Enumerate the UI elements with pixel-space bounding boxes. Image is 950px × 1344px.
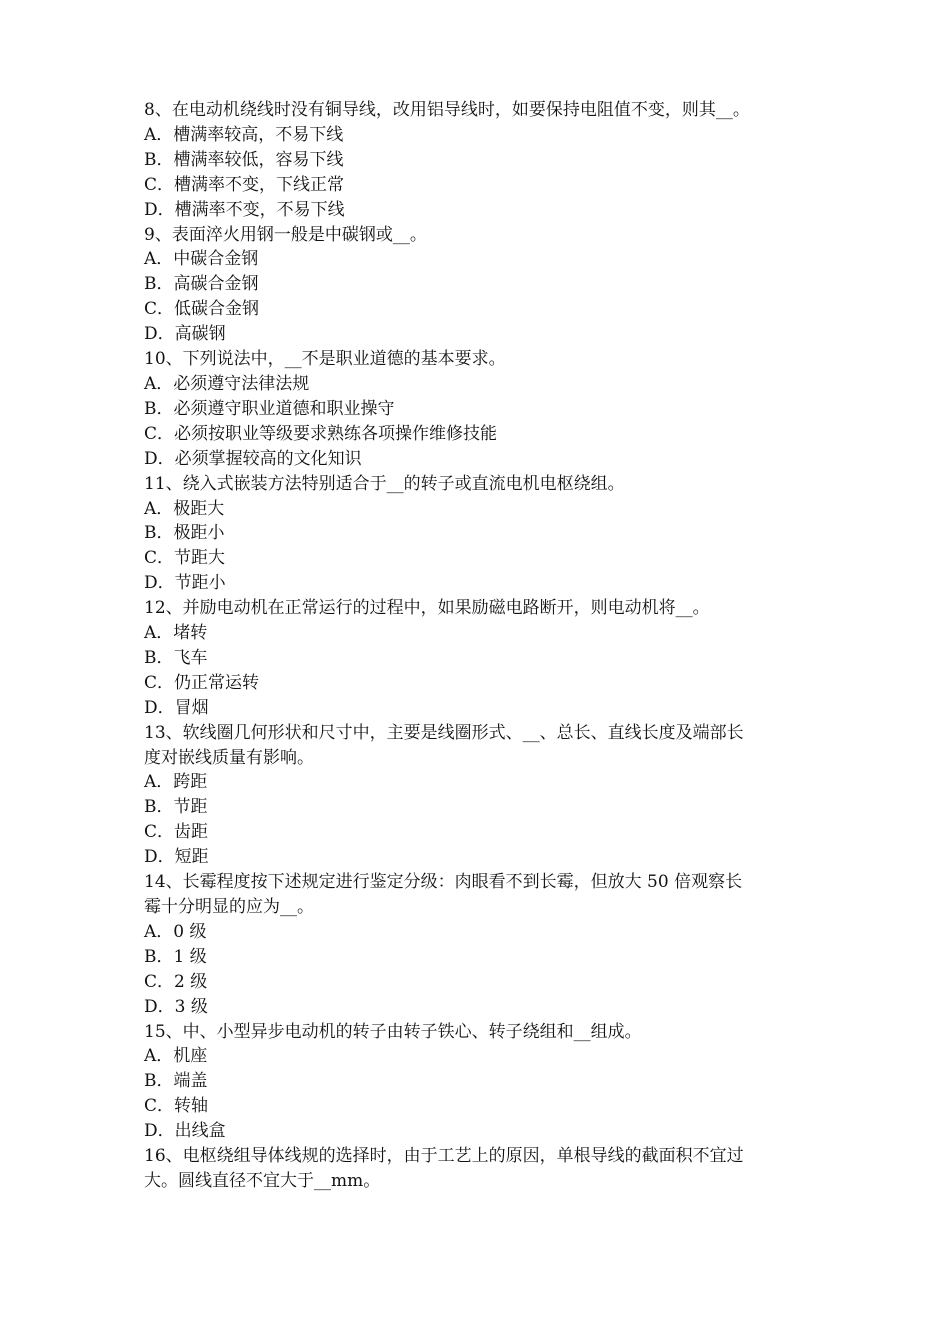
option-c: C．仍正常运转 (144, 672, 260, 693)
option-c: C．低碳合金钢 (144, 299, 260, 320)
question-stem: 9、表面淬火用钢一般是中碳钢或__。 (144, 224, 427, 245)
option-a: A．必须遵守法律法规 (144, 373, 310, 394)
question-15 (144, 1020, 816, 1145)
question-14 (144, 870, 816, 1019)
question-stem-line-1: 16、电枢绕组导体线规的选择时，由于工艺上的原因，单根导线的截面积不宜过 (144, 1146, 744, 1167)
option-a: A．跨距 (144, 772, 208, 793)
question-stem-line-2: 霉十分明显的应为__。 (144, 897, 314, 917)
question-stem: 10、下列说法中，__不是职业道德的基本要求。 (144, 349, 506, 370)
option-b: B．节距 (144, 797, 208, 818)
option-a: A．堵转 (144, 623, 208, 644)
option-b: B．飞车 (144, 647, 208, 668)
option-d: D．高碳钢 (144, 324, 226, 345)
option-d: D．出线盒 (144, 1121, 226, 1142)
option-c: C．齿距 (144, 822, 209, 843)
question-12 (144, 596, 816, 721)
option-a: A．机座 (144, 1046, 208, 1067)
option-d: D．节距小 (144, 573, 226, 594)
option-b: B．高碳合金钢 (144, 274, 259, 295)
question-stem-line-2: 度对嵌线质量有影响。 (144, 747, 314, 768)
question-stem: 8、在电动机绕线时没有铜导线，改用铝导线时，如要保持电阻值不变，则其__。 (144, 100, 750, 120)
option-c: C．节距大 (144, 548, 226, 569)
option-b: B．端盖 (144, 1071, 208, 1092)
question-stem-line-1: 13、软线圈几何形状和尺寸中，主要是线圈形式、__、总长、直线长度及端部长 (144, 722, 744, 743)
option-d: D．槽满率不变，不易下线 (144, 199, 345, 220)
question-11 (144, 472, 816, 597)
option-b: B．极距小 (144, 523, 225, 544)
option-c: C．转轴 (144, 1096, 209, 1117)
question-9 (144, 223, 816, 348)
option-c: C．必须按职业等级要求熟练各项操作维修技能 (144, 423, 498, 444)
question-stem-line-2: 大。圆线直径不宜大于__mm。 (144, 1170, 381, 1191)
option-c: C．槽满率不变，下线正常 (144, 174, 345, 195)
question-8 (144, 98, 816, 223)
option-a: A．0 级 (144, 921, 207, 942)
option-b: B．1 级 (144, 946, 207, 967)
question-stem: 11、绕入式嵌装方法特别适合于__的转子或直流电机电枢绕组。 (144, 473, 625, 494)
question-stem: 15、中、小型异步电动机的转子由转子铁心、转子绕组和__组成。 (144, 1021, 642, 1042)
option-d: D．冒烟 (144, 697, 209, 718)
question-list (144, 98, 816, 1194)
option-b: B．槽满率较低，容易下线 (144, 149, 344, 170)
question-10 (144, 347, 816, 472)
option-a: A．槽满率较高，不易下线 (144, 124, 344, 145)
option-d: D．必须掌握较高的文化知识 (144, 448, 362, 469)
option-b: B．必须遵守职业道德和职业操守 (144, 398, 395, 419)
option-d: D．短距 (144, 847, 209, 868)
option-a: A．极距大 (144, 498, 225, 519)
option-d: D．3 级 (144, 996, 208, 1017)
question-16 (144, 1144, 816, 1194)
question-stem-line-1: 14、长霉程度按下述规定进行鉴定分级：肉眼看不到长霉，但放大 50 倍观察长 (144, 872, 743, 893)
option-c: C．2 级 (144, 971, 208, 992)
question-stem: 12、并励电动机在正常运行的过程中，如果励磁电路断开，则电动机将__。 (144, 598, 710, 619)
question-13 (144, 721, 816, 870)
option-a: A．中碳合金钢 (144, 249, 259, 270)
